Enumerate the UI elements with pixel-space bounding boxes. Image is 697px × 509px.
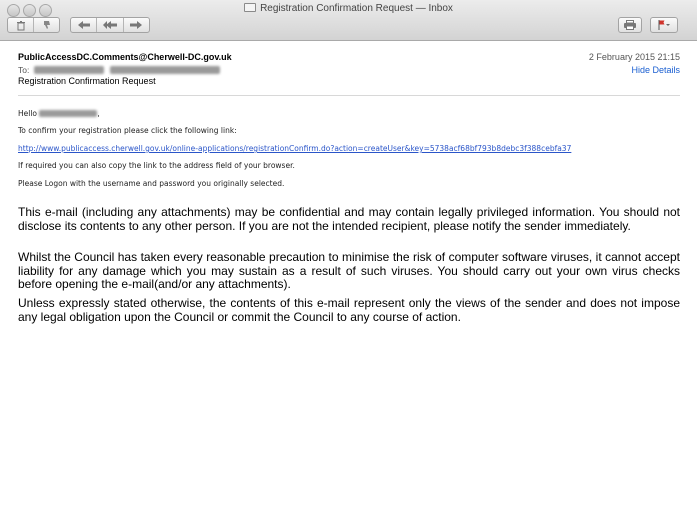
disclaimer-virus: Whilst the Council has taken every reasonable precaution to minimise the risk of computer software viruses, it cannot accept liability for any damage which you may sustain as a result of such viruses. You should carry out your own virus checks before opening the e-mail(and/or any attachments).: [18, 250, 680, 291]
delete-button[interactable]: [8, 18, 34, 32]
thumbs-down-icon: [42, 20, 52, 30]
window-title: Registration Confirmation Request — Inbox: [260, 3, 453, 14]
reply-arrow-icon: [77, 20, 91, 30]
hide-details-link[interactable]: Hide Details: [631, 65, 680, 75]
redacted-name: [39, 109, 100, 118]
header-divider: [18, 95, 680, 96]
confirm-instruction: To confirm your registration please click the following link:: [18, 126, 237, 135]
print-button[interactable]: [618, 17, 642, 33]
forward-button[interactable]: [124, 18, 149, 32]
junk-button[interactable]: [34, 18, 59, 32]
flag-icon: [657, 20, 671, 30]
reply-group: [70, 17, 150, 33]
greeting-text: Hello: [18, 109, 38, 118]
envelope-icon: [244, 3, 256, 12]
disclaimer-confidentiality: This e-mail (including any attachments) may be confidential and may contain legally privileged information. You should not disclose its contents to any other person. If you are not the intended recipient, please notify the sender immediately.: [18, 205, 680, 233]
title-bar: [0, 0, 697, 41]
printer-icon: [623, 20, 637, 30]
confirmation-link[interactable]: http://www.publicaccess.cherwell.gov.uk/online-applications/registrationConfirm.do?action=createUser&key=5738acf68bf793b8debc3f388cebfa37: [18, 144, 572, 153]
to-label: To:: [18, 65, 30, 75]
forward-arrow-icon: [129, 20, 143, 30]
flag-button[interactable]: [650, 17, 678, 33]
sender-address[interactable]: PublicAccessDC.Comments@Cherwell-DC.gov.uk: [18, 52, 232, 62]
delete-junk-group: [7, 17, 60, 33]
logon-instruction: Please Logon with the username and password you originally selected.: [18, 179, 285, 188]
redacted-recipient-address: [110, 66, 220, 74]
message-header: [18, 52, 680, 94]
reply-all-button[interactable]: [97, 18, 123, 32]
greeting-line: [18, 109, 100, 118]
reply-all-arrow-icon: [102, 20, 118, 30]
window-title-area: [0, 3, 697, 14]
trash-icon: [16, 20, 26, 31]
subject-line: Registration Confirmation Request: [18, 76, 156, 86]
message-date: 2 February 2015 21:15: [588, 52, 680, 62]
reply-button[interactable]: [71, 18, 97, 32]
disclaimer-views: Unless expressly stated otherwise, the contents of this e-mail represent only the views of the sender and does not impose any legal obligation upon the Council or commit the Council to any course of action.: [18, 296, 680, 324]
greeting-suffix: ,: [97, 109, 100, 118]
copy-link-instruction: If required you can also copy the link to the address field of your browser.: [18, 161, 295, 170]
redacted-recipient-name: [34, 66, 104, 74]
